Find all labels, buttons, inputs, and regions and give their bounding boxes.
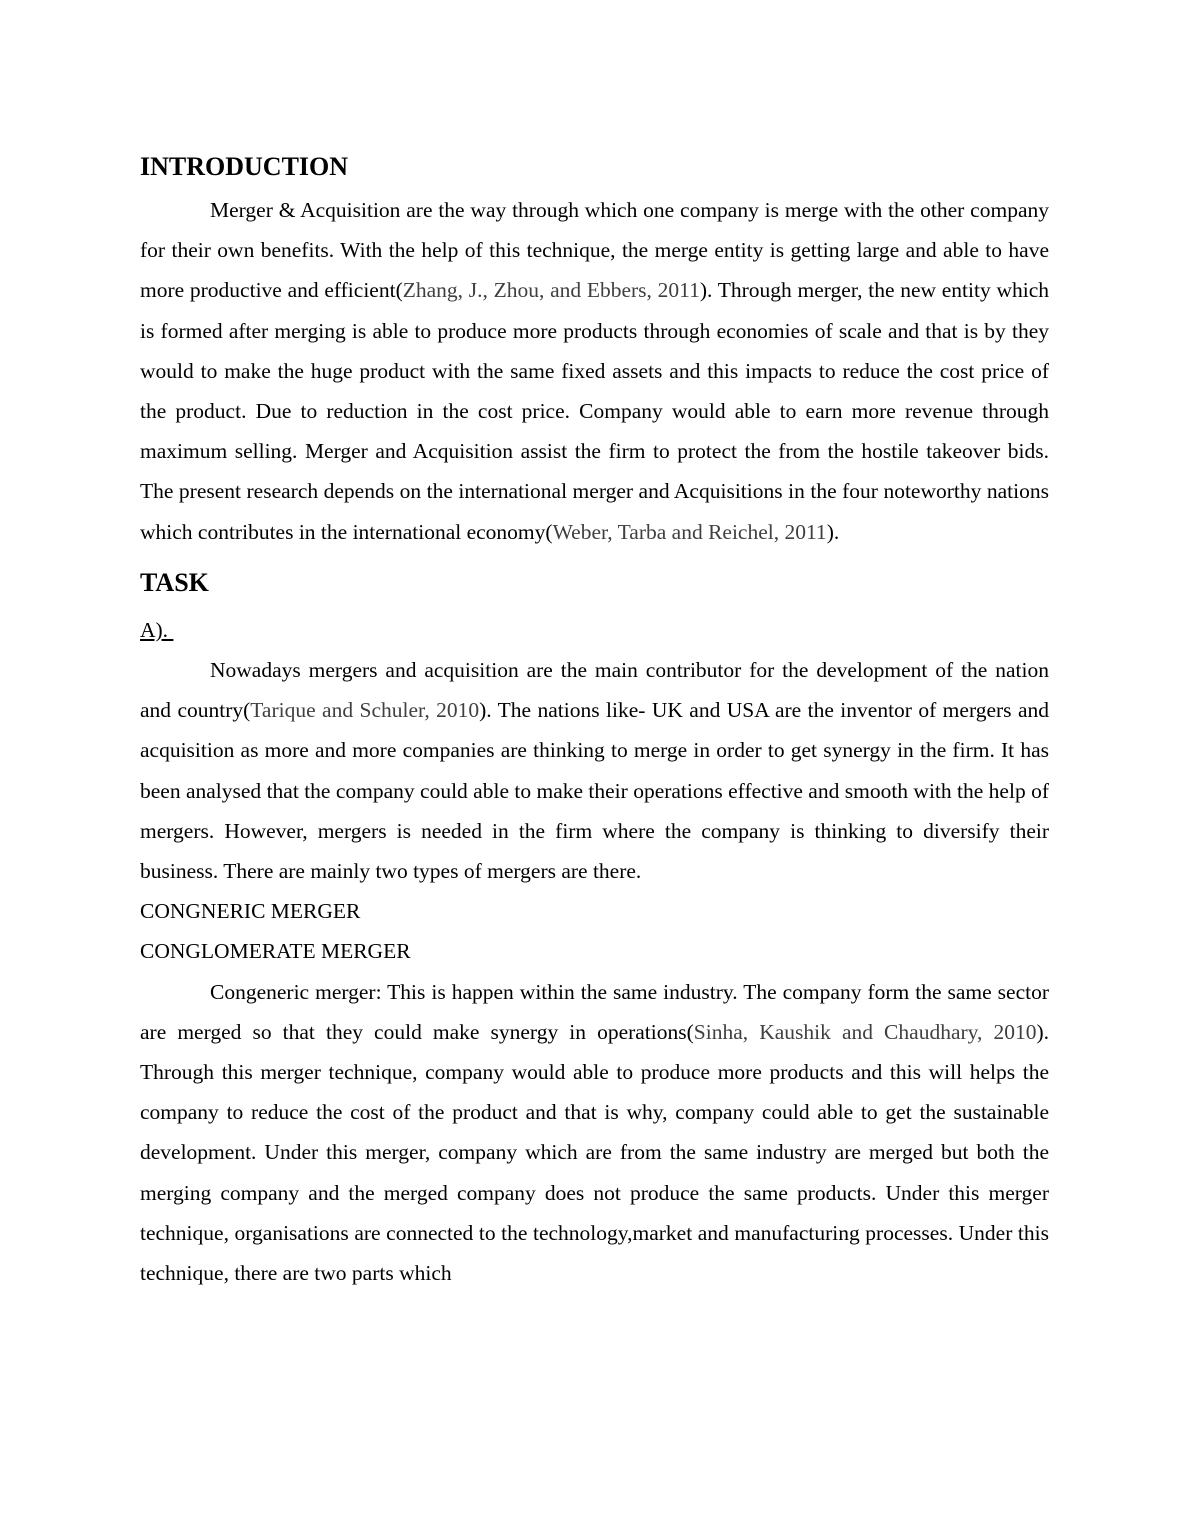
merger-type-congeneric: CONGNERIC MERGER	[140, 899, 361, 924]
citation-tarique: Tarique and Schuler, 2010	[250, 698, 480, 723]
intro-text-2: ). Through merger, the new entity which is formed after merging is able to produce more products through economies of scale and that is by they would to make the huge product with the same fixed assets and this impacts to reduce the cost price of the product. Due to reduction in the cost price. Company would able to earn more revenue through maximum selling. Merger and Acquisition assist the firm to protect the from the hostile takeover bids. The present research depends on the international merger and Acquisitions in the four noteworthy nations which contributes in the international economy(	[140, 278, 1049, 544]
citation-zhang: Zhang, J., Zhou, and Ebbers, 2011	[402, 278, 700, 303]
citation-weber: Weber, Tarba and Reichel, 2011	[552, 519, 827, 544]
intro-text-1: Merger & Acquisition are the way through which one company is merge with the other company for their own benefits. With the help of this technique, the merge entity is getting large and able to have more productive and efficient(	[140, 198, 1049, 303]
introduction-heading: INTRODUCTION	[140, 152, 349, 181]
task-paragraph-1	[140, 650, 1049, 891]
task-heading: TASK	[140, 567, 209, 597]
subsection-a-heading: A).	[140, 617, 174, 642]
task-p1-text-1: Nowadays mergers and acquisition are the main contributor for the development of the nation and country(	[140, 658, 1049, 723]
document-page	[140, 148, 1049, 1293]
task-p1-text-2: ). The nations like- UK and USA are the inventor of mergers and acquisition as more and more companies are thinking to merge in order to get synergy in the firm. It has been analysed that the company could able to make their operations effective and smooth with the help of mergers. However, mergers is needed in the firm where the company is thinking to diversify their business. There are mainly two types of mergers are there.	[140, 698, 1049, 884]
task-paragraph-2	[140, 972, 1049, 1294]
merger-type-conglomerate: CONGLOMERATE MERGER	[140, 939, 411, 964]
citation-sinha: Sinha, Kaushik and Chaudhary, 2010	[693, 1019, 1037, 1044]
intro-text-3: ).	[826, 519, 840, 544]
introduction-paragraph	[140, 190, 1049, 552]
task-p2-text-2: ). Through this merger technique, company would able to produce more products and this will helps the company to reduce the cost of the product and that is why, company could able to get the sustainable development. Under this merger, company which are from the same industry are merged but both the merging company and the merged company does not produce the same products. Under this merger technique, organisations are connected to the technology,market and manufacturing processes. Under this technique, there are two parts which	[140, 1019, 1049, 1286]
task-p2-text-1: Congeneric merger: This is happen within the same industry. The company form the same sector are merged so that they could make synergy in operations(	[140, 979, 1049, 1044]
